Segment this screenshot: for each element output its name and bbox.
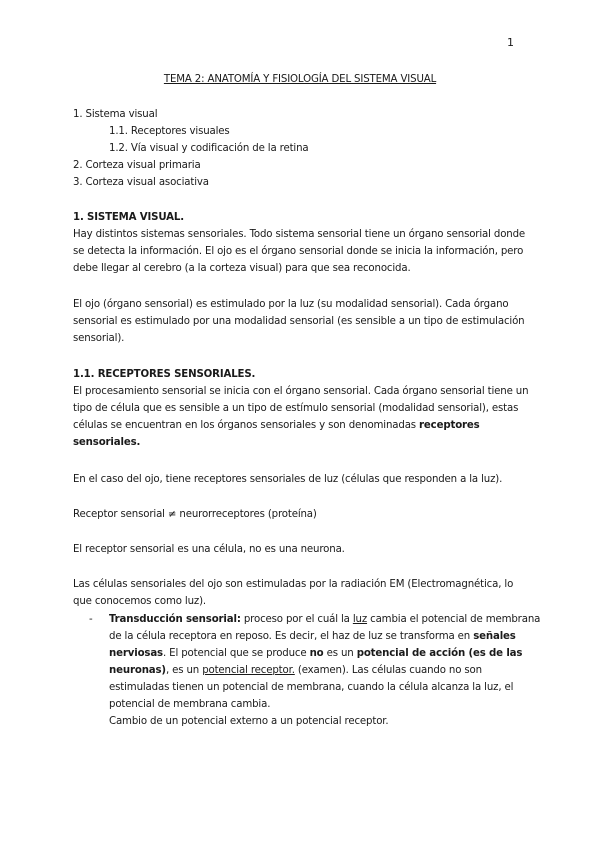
bullet-line: estimuladas tienen un potencial de membrana, cuando la célula alcanza la luz, el bbox=[109, 682, 514, 693]
bullet-line: nerviosas. El potencial que se produce no es un potencial de acción (es de las bbox=[109, 648, 523, 659]
toc-item: 1.2. Vía visual y codificación de la retina bbox=[109, 143, 309, 154]
bullet-dash: - bbox=[89, 614, 93, 625]
paragraph-line: En el caso del ojo, tiene receptores sensoriales de luz (células que responden a la luz). bbox=[73, 474, 503, 485]
section-heading: 1.1. RECEPTORES SENSORIALES. bbox=[73, 369, 256, 380]
bold-term: sensoriales. bbox=[73, 437, 141, 448]
paragraph-line: Hay distintos sistemas sensoriales. Todo sistema sensorial tiene un órgano sensorial donde bbox=[73, 229, 526, 240]
bullet-line: de la célula receptora en reposo. Es decir, el haz de luz se transforma en señales bbox=[109, 631, 516, 642]
bullet-line: neuronas), es un potencial receptor. (examen). Las células cuando no son bbox=[109, 665, 482, 676]
toc-item: 3. Corteza visual asociativa bbox=[73, 177, 209, 188]
toc-item: 1.1. Receptores visuales bbox=[109, 126, 230, 137]
paragraph-line: debe llegar al cerebro (a la corteza visual) para que sea reconocida. bbox=[73, 263, 411, 274]
bold-term: receptores bbox=[419, 420, 480, 431]
paragraph-line: El procesamiento sensorial se inicia con el órgano sensorial. Cada órgano sensorial tiene un bbox=[73, 386, 529, 397]
toc-item: 2. Corteza visual primaria bbox=[73, 160, 201, 171]
paragraph-line: se detecta la información. El ojo es el órgano sensorial donde se inicia la información, pero bbox=[73, 246, 524, 257]
section-heading: 1. SISTEMA VISUAL. bbox=[73, 212, 184, 223]
paragraph-line: Las células sensoriales del ojo son estimuladas por la radiación EM (Electromagnética, lo bbox=[73, 579, 514, 590]
document-title: TEMA 2: ANATOMÍA Y FISIOLOGÍA DEL SISTEMA VISUAL bbox=[163, 74, 437, 85]
paragraph-line: tipo de célula que es sensible a un tipo de estímulo sensorial (modalidad sensorial), estas bbox=[73, 403, 519, 414]
section-receptores bbox=[73, 366, 533, 451]
paragraph-line: sensorial). bbox=[73, 333, 125, 344]
page-number: 1 bbox=[507, 36, 514, 49]
paragraph-ojo bbox=[73, 296, 533, 347]
toc-item: 1. Sistema visual bbox=[73, 109, 158, 120]
bullet-line: Transducción sensorial: proceso por el cuál la luz cambia el potencial de membrana bbox=[109, 614, 541, 625]
bullet-line: potencial de membrana cambia. bbox=[109, 699, 271, 710]
section-sistema-visual bbox=[73, 209, 533, 277]
paragraph-line: El receptor sensorial es una célula, no es una neurona. bbox=[73, 544, 345, 555]
table-of-contents bbox=[73, 106, 533, 191]
paragraph-line: células se encuentran en los órganos sensoriales y son denominadas receptores bbox=[73, 420, 480, 431]
paragraph-line: El ojo (órgano sensorial) es estimulado por la luz (su modalidad sensorial). Cada órgano bbox=[73, 299, 509, 310]
paragraph-radiacion bbox=[73, 576, 533, 610]
paragraph-line: Receptor sensorial ≠ neurorreceptores (proteína) bbox=[73, 509, 317, 520]
bullet-line: Cambio de un potencial externo a un potencial receptor. bbox=[109, 716, 389, 727]
paragraph-line: que conocemos como luz). bbox=[73, 596, 207, 607]
paragraph-line: sensorial es estimulado por una modalidad sensorial (es sensible a un tipo de estimulación bbox=[73, 316, 525, 327]
